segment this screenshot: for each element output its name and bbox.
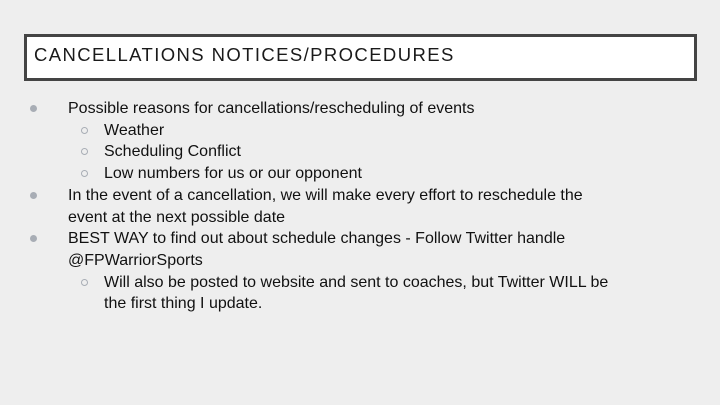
filled-bullet-icon (30, 105, 37, 112)
sub-bullet-text: Low numbers for us or our opponent (104, 165, 362, 183)
sub-bullet-item (30, 141, 700, 163)
sub-bullet-item (30, 272, 700, 315)
hollow-bullet-icon (81, 279, 88, 286)
bullet-text-line: event at the next possible date (68, 208, 286, 226)
bullet-text-line: BEST WAY to find out about schedule changes - Follow Twitter handle (68, 230, 566, 248)
hollow-bullet-icon (81, 127, 88, 134)
hollow-bullet-icon (81, 170, 88, 177)
hollow-bullet-icon (81, 148, 88, 155)
filled-bullet-icon (30, 192, 37, 199)
bullet-text-line: In the event of a cancellation, we will make every effort to reschedule the (68, 186, 583, 204)
bullet-list (30, 98, 700, 315)
bullet-item (30, 98, 700, 120)
bullet-item (30, 228, 700, 271)
sub-bullet-text: Weather (104, 121, 165, 139)
sub-bullet-item (30, 120, 700, 142)
sub-bullet-text-line: the first thing I update. (104, 295, 263, 313)
sub-bullet-item (30, 163, 700, 185)
sub-bullet-text: Scheduling Conflict (104, 143, 241, 161)
sub-bullet-text-line: Will also be posted to website and sent to coaches, but Twitter WILL be (104, 273, 609, 291)
twitter-handle: @FPWarriorSports (68, 251, 203, 269)
filled-bullet-icon (30, 235, 37, 242)
slide-title: CANCELLATIONS NOTICES/PROCEDURES (34, 44, 455, 65)
bullet-item (30, 185, 700, 228)
title-box (24, 34, 697, 81)
bullet-text: Possible reasons for cancellations/rescheduling of events (68, 100, 475, 117)
